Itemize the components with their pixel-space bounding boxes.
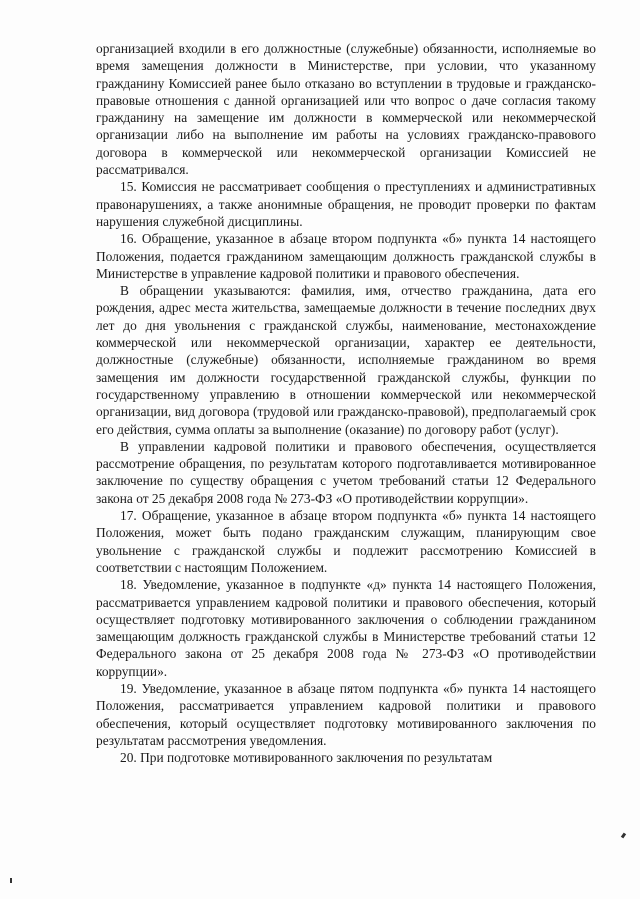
paragraph-16-contents: В обращении указываются: фамилия, имя, отчество гражданина, дата его рождения, адрес места жительства, замещаемые должности в течение последних двух лет до дня увольнения с гражданской службы, наименование, местонахождение коммерческой или некоммерческой организации, характер ее деятельности, должностные (служебные) обязанности, исполняемые гражданином во время замещения им должности государственной гражданской службы, функции по государственному управлению в отношении коммерческой или некоммерческой организации, вид договора (трудовой или гражданско-правовой), предполагаемый срок его действия, сумма оплаты за выполнение (оказание) по договору работ (услуг).	[96, 283, 596, 437]
paragraph-18: 18. Уведомление, указанное в подпункте «д» пункта 14 настоящего Положения, рассматривается управлением кадровой политики и правового обеспечения, который осуществляет подготовку мотивированного заключения о соблюдении гражданином замещающим должность гражданской службы в Министерстве требований статьи 12 Федерального закона от 25 декабря 2008 года № 273-ФЗ «О противодействии коррупции».	[96, 577, 596, 679]
paragraph-16-review: В управлении кадровой политики и правового обеспечения, осуществляется рассмотрение обращения, по результатам которого подготавливается мотивированное заключение по существу обращения с учетом требований статьи 12 Федерального закона от 25 декабря 2008 года № 273-ФЗ «О противодействии коррупции».	[96, 438, 596, 506]
document-body	[96, 40, 596, 766]
paragraph-15: 15. Комиссия не рассматривает сообщения о преступлениях и административных правонарушениях, а также анонимные обращения, не проводит проверки по фактам нарушения служебной дисциплины.	[96, 179, 596, 229]
paragraph-17: 17. Обращение, указанное в абзаце втором подпункта «б» пункта 14 настоящего Положения, может быть подано гражданским служащим, планирующим свое увольнение с гражданской службы и подлежит рассмотрению Комиссией в соответствии с настоящим Положением.	[96, 508, 596, 575]
paragraph-19: 19. Уведомление, указанное в абзаце пятом подпункта «б» пункта 14 настоящего Положения, рассматривается управлением кадровой политики и правового обеспечения, который осуществляет подготовку мотивированного заключения по результатам рассмотрения уведомления.	[96, 680, 596, 748]
paragraph-continuation: организацией входили в его должностные (служебные) обязанности, исполняемые во время замещения должности в Министерстве, при условии, что указанному гражданину Комиссией ранее было отказано во вступлении в трудовые и гражданско-правовые отношения с данной организацией или что вопрос о даче согласия такому гражданину на замещение им должности в коммерческой или некоммерческой организации либо на выполнение им работы на условиях гражданско-правового договора в коммерческой или некоммерческой организации Комиссией не рассматривался.	[96, 41, 596, 178]
scan-artifact	[10, 878, 12, 883]
paragraph-16: 16. Обращение, указанное в абзаце втором подпункта «б» пункта 14 настоящего Положения, подается гражданином замещающим должность гражданской службы в Министерстве в управление кадровой политики и правового обеспечения.	[96, 231, 596, 281]
paragraph-20: 20. При подготовке мотивированного заключения по результатам	[120, 750, 493, 766]
scan-artifact	[621, 833, 626, 839]
